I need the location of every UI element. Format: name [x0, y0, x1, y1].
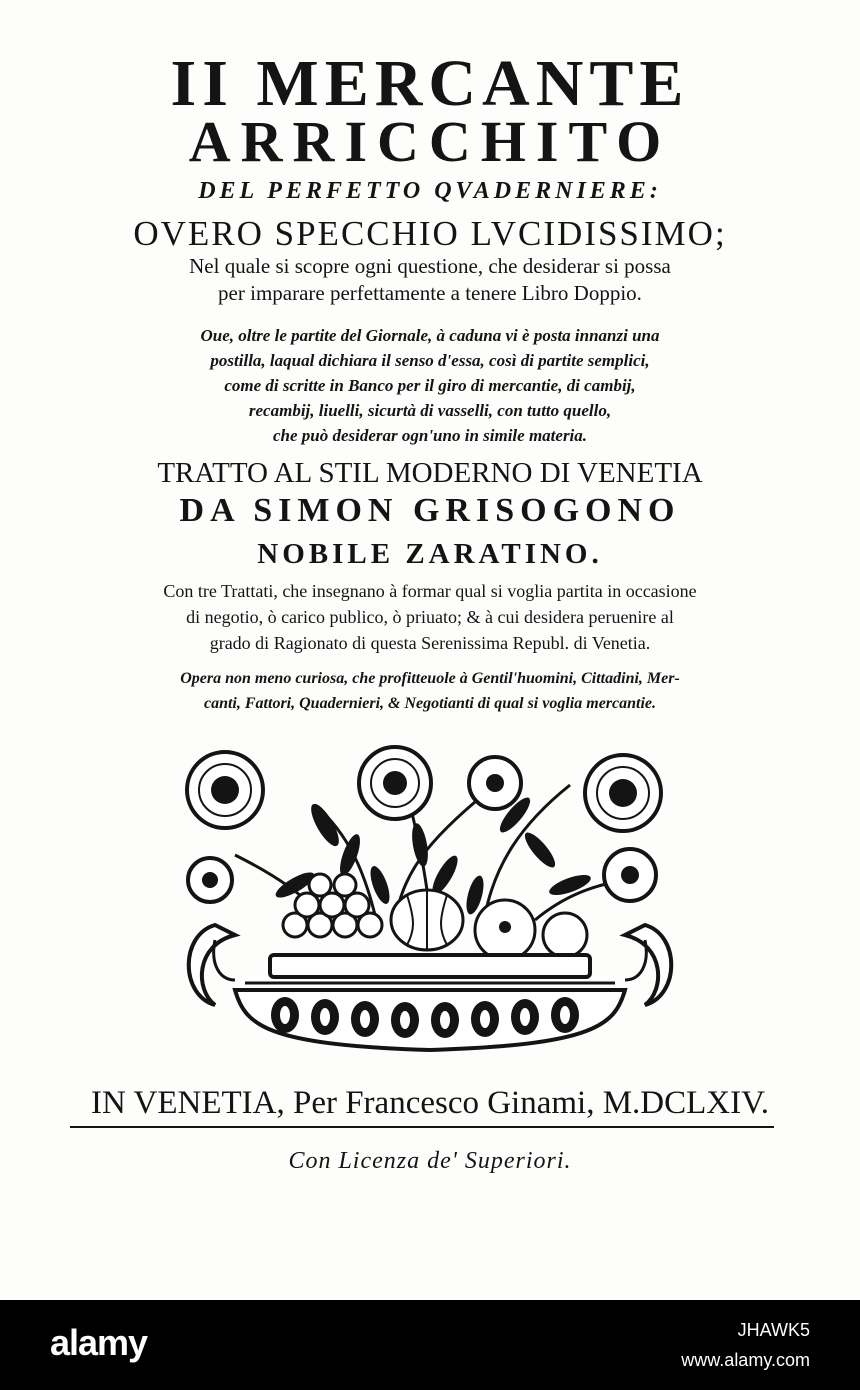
treatises-line-2: di negotio, ò carico publico, ò priuato; & à cui desidera peruenire al	[186, 607, 674, 627]
italic-line-2: postilla, laqual dichiara il senso d'essa, così di partite semplici,	[210, 351, 650, 370]
watermark-banner	[0, 1300, 860, 1390]
alamy-logo: alamy	[50, 1322, 148, 1363]
italic-line-4: recambij, liuelli, sicurtà di vasselli, con tutto quello,	[248, 401, 612, 420]
style-line: TRATTO AL STIL MODERNO DI VENETIA	[157, 457, 703, 489]
italic-line-3: come di scritte in Banco per il giro di mercantie, di cambij,	[224, 376, 636, 395]
site-url: www.alamy.com	[681, 1350, 810, 1370]
work-note-line-2: canti, Fattori, Quadernieri, & Negotianti di qual si voglia mercantie.	[203, 695, 657, 712]
subtitle-2: OVERO SPECCHIO LVCIDISSIMO;	[133, 214, 727, 253]
author-line: DA SIMON GRISOGONO	[179, 492, 681, 529]
description-line-1: Nel quale si scopre ogni questione, che desiderar si possa	[189, 254, 671, 278]
author-title: NOBILE ZARATINO.	[257, 538, 603, 570]
license-line: Con Licenza de' Superiori.	[288, 1148, 572, 1174]
description-line-2: per imparare perfettamente a tenere Libro Doppio.	[218, 281, 642, 305]
image-id: JHAWK5	[737, 1320, 810, 1340]
italic-line-1: Oue, oltre le partite del Giornale, à caduna vi è posta innanzi una	[200, 326, 660, 345]
treatises-line-1: Con tre Trattati, che insegnano à formar qual si voglia partita in occasione	[163, 581, 697, 601]
italic-line-5: che può desiderar ogn'uno in simile materia.	[272, 426, 588, 445]
subtitle: DEL PERFETTO QVADERNIERE:	[198, 178, 662, 204]
treatises-line-3: grado di Ragionato di questa Serenissima Republ. di Venetia.	[209, 633, 651, 653]
imprint-rule	[70, 1126, 774, 1128]
flower-basket-woodcut	[175, 745, 685, 1075]
title-line-1: II MERCANTE	[170, 47, 690, 120]
title-line-2: ARRICCHITO	[188, 109, 672, 174]
work-note-line-1: Opera non meno curiosa, che profitteuole à Gentil'huomini, Cittadini, Mer-	[180, 670, 680, 687]
imprint: IN VENETIA, Per Francesco Ginami, M.DCLXIV.	[91, 1085, 769, 1121]
